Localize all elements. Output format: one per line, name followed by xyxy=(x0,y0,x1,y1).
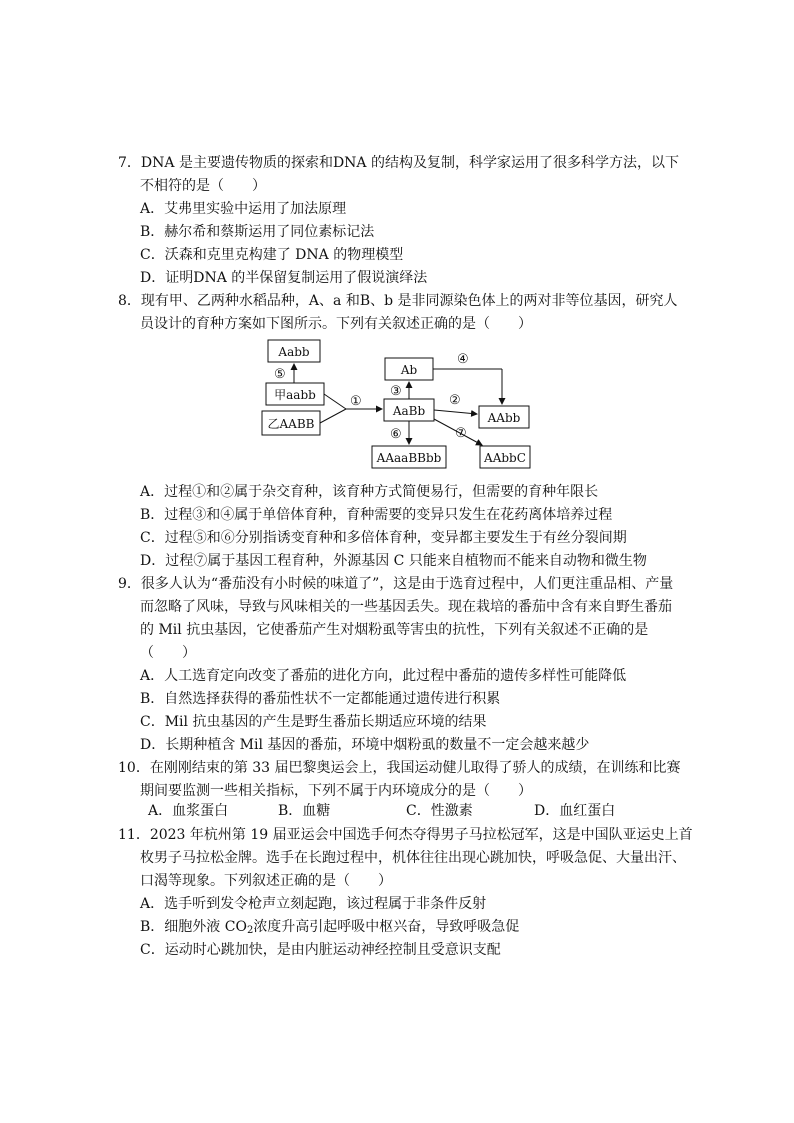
q7-option-c: C．沃森和克里克构建了 DNA 的物理模型 xyxy=(140,247,404,263)
box-aabb-mid-label: AaBb xyxy=(392,404,426,418)
q10-stem-line2: 期间要监测一些相关指标，下列不属于内环境成分的是（ ） xyxy=(140,783,532,799)
label-1: ① xyxy=(350,394,362,409)
q11-option-c: C．运动时心跳加快，是由内脏运动神经控制且受意识支配 xyxy=(140,942,501,958)
q11-stem-line2: 枚男子马拉松金牌。选手在长跑过程中，机体往往出现心跳加快，呼吸急促、大量出汗、 xyxy=(140,850,686,866)
q10-option-b: B．血糖 xyxy=(278,803,331,819)
label-6: ⑥ xyxy=(390,427,402,442)
q7-option-a: A．艾弗里实验中运用了加法原理 xyxy=(140,201,347,217)
q10-option-d: D．血红蛋白 xyxy=(534,803,616,819)
q8-option-c: C．过程⑤和⑥分别指诱变育种和多倍体育种，变异都主要发生于有丝分裂间期 xyxy=(140,530,627,546)
q8-stem-line2: 员设计的育种方案如下图所示。下列有关叙述正确的是（ ） xyxy=(140,316,532,332)
merge-line-jia xyxy=(324,394,346,409)
q8-option-d: D．过程⑦属于基因工程育种，外源基因 C 只能来自植物而不能来自动物和微生物 xyxy=(140,553,647,569)
q11-stem-line3: 口渴等现象。下列叙述正确的是（ ） xyxy=(140,873,392,889)
q11-option-b-sub: 2 xyxy=(246,925,254,936)
box-ab-label: Ab xyxy=(400,363,418,377)
box-aabb-top-label: Aabb xyxy=(278,345,310,359)
q7-option-d: D．证明DNA 的半保留复制运用了假说演绎法 xyxy=(140,270,428,286)
q10-options-row xyxy=(148,801,648,823)
q9-stem-line1: 9．很多人认为“番茄没有小时候的味道了”，这是由于选育过程中，人们更注重品相、产量 xyxy=(118,576,674,592)
q7-option-b: B．赫尔希和蔡斯运用了同位素标记法 xyxy=(140,224,375,240)
q9-option-c: C．Mil 抗虫基因的产生是野生番茄长期适应环境的结果 xyxy=(140,714,487,730)
q9-stem-line3: 的 Mil 抗虫基因，它使番茄产生对烟粉虱等害虫的抗性，下列有关叙述不正确的是 xyxy=(140,622,649,638)
box-jia-label: 甲aabb xyxy=(274,388,316,402)
q11-option-b-pre: B．细胞外液 CO xyxy=(140,919,247,935)
q7-stem-line1: 7．DNA 是主要遗传物质的探索和DNA 的结构及复制，科学家运用了很多科学方法，以下 xyxy=(118,155,679,171)
q9-stem-line4: （ ） xyxy=(140,645,196,661)
q9-option-a: A．人工选育定向改变了番茄的进化方向，此过程中番茄的遗传多样性可能降低 xyxy=(140,668,627,684)
box-yi-label: 乙AABB xyxy=(267,417,315,431)
label-4: ④ xyxy=(457,352,469,367)
label-2: ② xyxy=(449,393,461,408)
label-3: ③ xyxy=(390,384,402,399)
q9-stem-line2: 而忽略了风味，导致与风味相关的一些基因丢失。现在栽培的番茄中含有来自野生番茄 xyxy=(140,599,672,615)
q10-option-c: C．性激素 xyxy=(406,803,473,819)
q11-option-b xyxy=(140,917,519,937)
q9-option-b: B．自然选择获得的番茄性状不一定都能通过遗传进行积累 xyxy=(140,691,501,707)
box-aabbc-label: AAbbC xyxy=(484,451,526,465)
q8-option-a: A．过程①和②属于杂交育种，该育种方式简便易行，但需要的育种年限长 xyxy=(140,484,599,500)
arrow-2 xyxy=(434,410,477,414)
q11-option-a: A．选手听到发令枪声立刻起跑，该过程属于非条件反射 xyxy=(140,896,487,912)
merge-line-yi xyxy=(320,409,346,423)
q10-stem-line1: 10．在刚刚结束的第 33 届巴黎奥运会上，我国运动健儿取得了骄人的成绩，在训练和比赛 xyxy=(118,760,681,776)
q8-stem-line1: 8．现有甲、乙两种水稻品种，A、a 和B、b 是非同源染色体上的两对非等位基因，研究人 xyxy=(118,293,678,309)
q9-option-d: D．长期种植含 Mil 基因的番茄，环境中烟粉虱的数量不一定会越来越少 xyxy=(140,737,590,753)
q11-stem-line1: 11．2023 年杭州第 19 届亚运会中国选手何杰夺得男子马拉松冠军，这是中国队亚运史上首 xyxy=(118,827,693,843)
box-aabb-right-label: AAbb xyxy=(487,411,521,425)
q7-stem-line2: 不相符的是（ ） xyxy=(140,178,266,194)
label-5: ⑤ xyxy=(274,367,286,382)
box-aaaabbbb-label: AAaaBBbb xyxy=(376,451,442,465)
q11-option-b-post: 浓度升高引起呼吸中枢兴奋，导致呼吸急促 xyxy=(253,919,520,935)
label-7: ⑦ xyxy=(455,426,467,441)
q10-option-a: A．血浆蛋白 xyxy=(148,803,229,819)
q8-option-b: B．过程③和④属于单倍体育种，育种需要的变异只发生在花药离体培养过程 xyxy=(140,507,613,523)
breeding-scheme-diagram xyxy=(250,334,540,474)
